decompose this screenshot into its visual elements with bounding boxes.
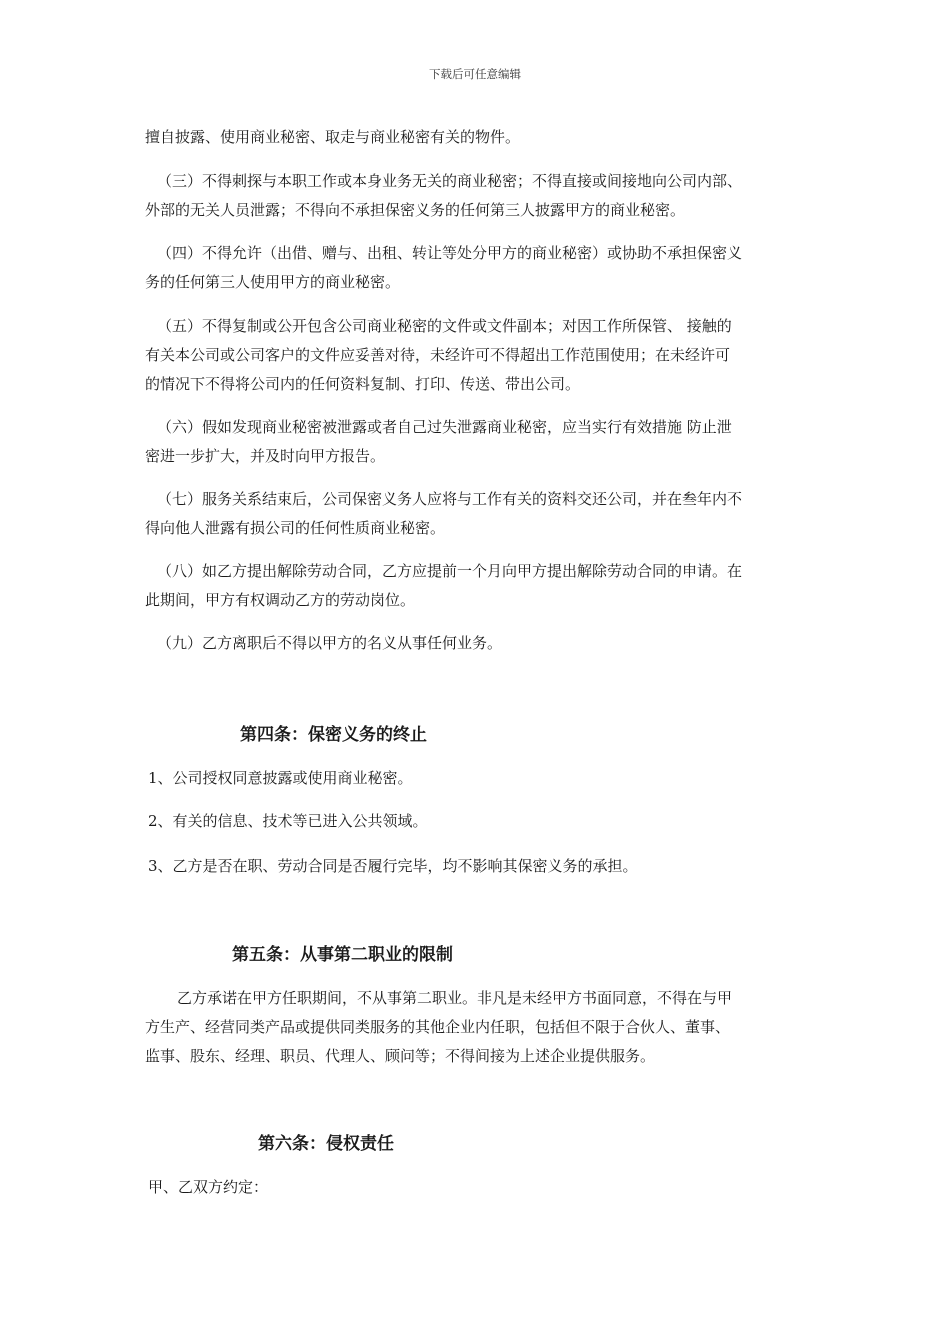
text-line: 的情况下不得将公司内的任何资料复制、打印、传送、带出公司。 <box>145 375 581 393</box>
article-4-item-3: 3、乙方是否在职、劳动合同是否履行完毕，均不影响其保密义务的承担。 <box>148 857 638 875</box>
text-line: 方生产、经营同类产品或提供同类服务的其他企业内任职，包括但不限于合伙人、董事、 <box>145 1018 731 1036</box>
text-line: （三）不得刺探与本职工作或本身业务无关的商业秘密；不得直接或间接地向公司内部、 <box>157 172 743 190</box>
text-line: 擅自披露、使用商业秘密、取走与商业秘密有关的物件。 <box>145 128 521 146</box>
article-4-item-2: 2、有关的信息、技术等已进入公共领域。 <box>148 812 428 830</box>
clause-9 <box>145 629 815 658</box>
text-line: （七）服务关系结束后，公司保密义务人应将与工作有关的资料交还公司，并在叁年内不 <box>157 490 743 508</box>
article-5-title: 第五条：从事第二职业的限制 <box>232 945 453 965</box>
text-line: 得向他人泄露有损公司的任何性质商业秘密。 <box>145 519 446 537</box>
paragraph-continuation <box>145 123 815 152</box>
text-line: 密进一步扩大，并及时向甲方报告。 <box>145 447 386 465</box>
article-6-title: 第六条：侵权责任 <box>258 1134 394 1154</box>
text-line: 监事、股东、经理、职员、代理人、顾问等；不得间接为上述企业提供服务。 <box>145 1047 656 1065</box>
clause-4 <box>145 239 815 297</box>
text-line: （八）如乙方提出解除劳动合同，乙方应提前一个月向甲方提出解除劳动合同的申请。在 <box>157 562 743 580</box>
clause-6 <box>145 413 815 471</box>
text-line: （九）乙方离职后不得以甲方的名义从事任何业务。 <box>157 634 503 652</box>
clause-3 <box>145 167 815 225</box>
text-line: （六）假如发现商业秘密被泄露或者自己过失泄露商业秘密，应当实行有效措施 防止泄 <box>157 418 732 436</box>
text-line: 乙方承诺在甲方任职期间，不从事第二职业。非凡是未经甲方书面同意，不得在与甲 <box>177 989 733 1007</box>
article-6-intro: 甲、乙双方约定： <box>148 1178 269 1196</box>
text-line: （四）不得允许（出借、赠与、出租、转让等处分甲方的商业秘密）或协助不承担保密义 <box>157 244 743 262</box>
text-line: 务的任何第三人使用甲方的商业秘密。 <box>145 273 401 291</box>
clause-5 <box>145 312 815 399</box>
clause-8 <box>145 557 815 615</box>
text-line: 外部的无关人员泄露；不得向不承担保密义务的任何第三人披露甲方的商业秘密。 <box>145 201 686 219</box>
article-4-title: 第四条：保密义务的终止 <box>240 725 427 745</box>
text-line: （五）不得复制或公开包含公司商业秘密的文件或文件副本；对因工作所保管、 接触的 <box>157 317 732 335</box>
clause-7 <box>145 485 815 543</box>
article-5-body <box>145 984 815 1071</box>
text-line: 此期间，甲方有权调动乙方的劳动岗位。 <box>145 591 416 609</box>
text-line: 有关本公司或公司客户的文件应妥善对待，未经许可不得超出工作范围使用；在未经许可 <box>145 346 731 364</box>
article-4-item-1: 1、公司授权同意披露或使用商业秘密。 <box>148 769 413 787</box>
page-header: 下载后可任意编辑 <box>429 67 521 81</box>
